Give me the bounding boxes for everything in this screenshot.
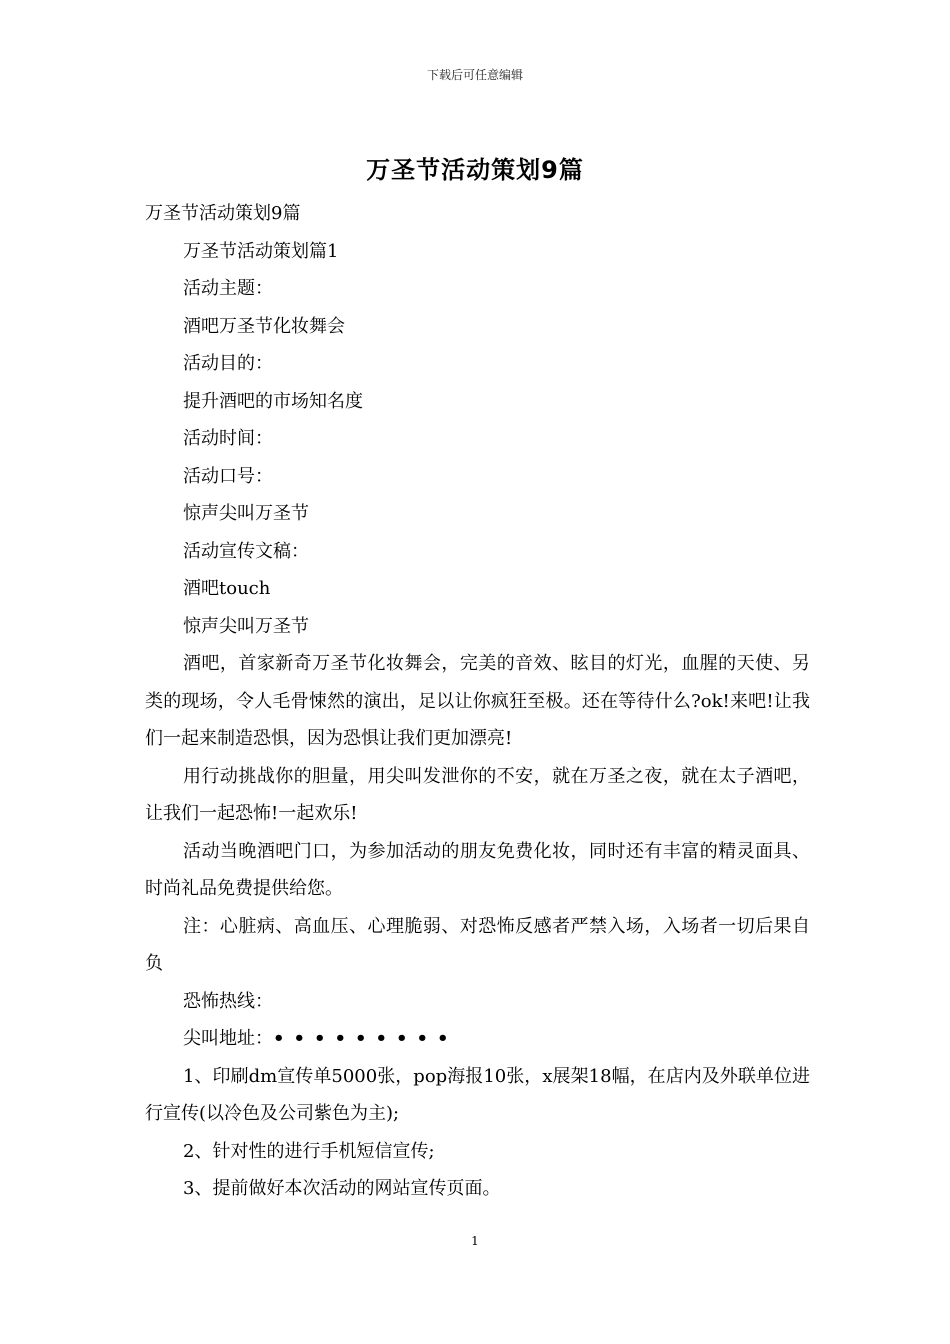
slogan-label: 活动口号： — [183, 465, 273, 487]
paragraph-challenge: 用行动挑战你的胆量，用尖叫发泄你的不安，就在万圣之夜，就在太子酒吧，让我们一起恐怖!一起欢乐! — [145, 765, 810, 824]
hotline-label: 恐怖热线： — [183, 990, 273, 1012]
list-item-2: 2、针对性的进行手机短信宣传; — [183, 1140, 435, 1162]
intro-line: 万圣节活动策划9篇 — [145, 203, 301, 224]
list-item-3: 3、提前做好本次活动的网站宣传页面。 — [183, 1178, 501, 1199]
document-title: 万圣节活动策划9篇 — [366, 156, 584, 184]
slogan-value: 惊声尖叫万圣节 — [183, 503, 309, 524]
paragraph-makeup: 活动当晚酒吧门口，为参加活动的朋友免费化妆，同时还有丰富的精灵面具、时尚礼品免费提供给您。 — [145, 840, 810, 899]
document-body — [145, 195, 810, 1208]
theme-value: 酒吧万圣节化妆舞会 — [183, 315, 345, 337]
page-header-note: 下载后可任意编辑 — [426, 68, 523, 82]
address-line — [145, 1020, 810, 1058]
list-item-1: 1、印刷dm宣传单5000张，pop海报10张，x展架18幅，在店内及外联单位进行宣传(以冷色及公司紫色为主); — [145, 1065, 810, 1124]
bar-name: 酒吧touch — [183, 578, 271, 599]
paragraph-intro: 酒吧，首家新奇万圣节化妆舞会，完美的音效、眩目的灯光，血腥的天使、另类的现场，令人毛骨悚然的演出，足以让你疯狂至极。还在等待什么?ok!来吧!让我们一起来制造恐惧，因为恐惧让我们更加漂亮! — [145, 653, 810, 749]
theme-label: 活动主题： — [183, 278, 273, 299]
paragraph-warning: 注：心脏病、高血压、心理脆弱、对恐怖反感者严禁入场，入场者一切后果自负 — [145, 915, 810, 974]
purpose-value: 提升酒吧的市场知名度 — [183, 390, 363, 412]
address-label: 尖叫地址： — [183, 1028, 273, 1049]
section-title: 万圣节活动策划篇1 — [183, 240, 339, 262]
promo-label: 活动宣传文稿： — [183, 540, 309, 562]
address-value: ••••••••• — [273, 1028, 458, 1049]
promo-slogan: 惊声尖叫万圣节 — [183, 615, 309, 637]
page-number: 1 — [471, 1234, 479, 1248]
time-label: 活动时间： — [183, 428, 273, 449]
purpose-label: 活动目的： — [183, 353, 273, 374]
